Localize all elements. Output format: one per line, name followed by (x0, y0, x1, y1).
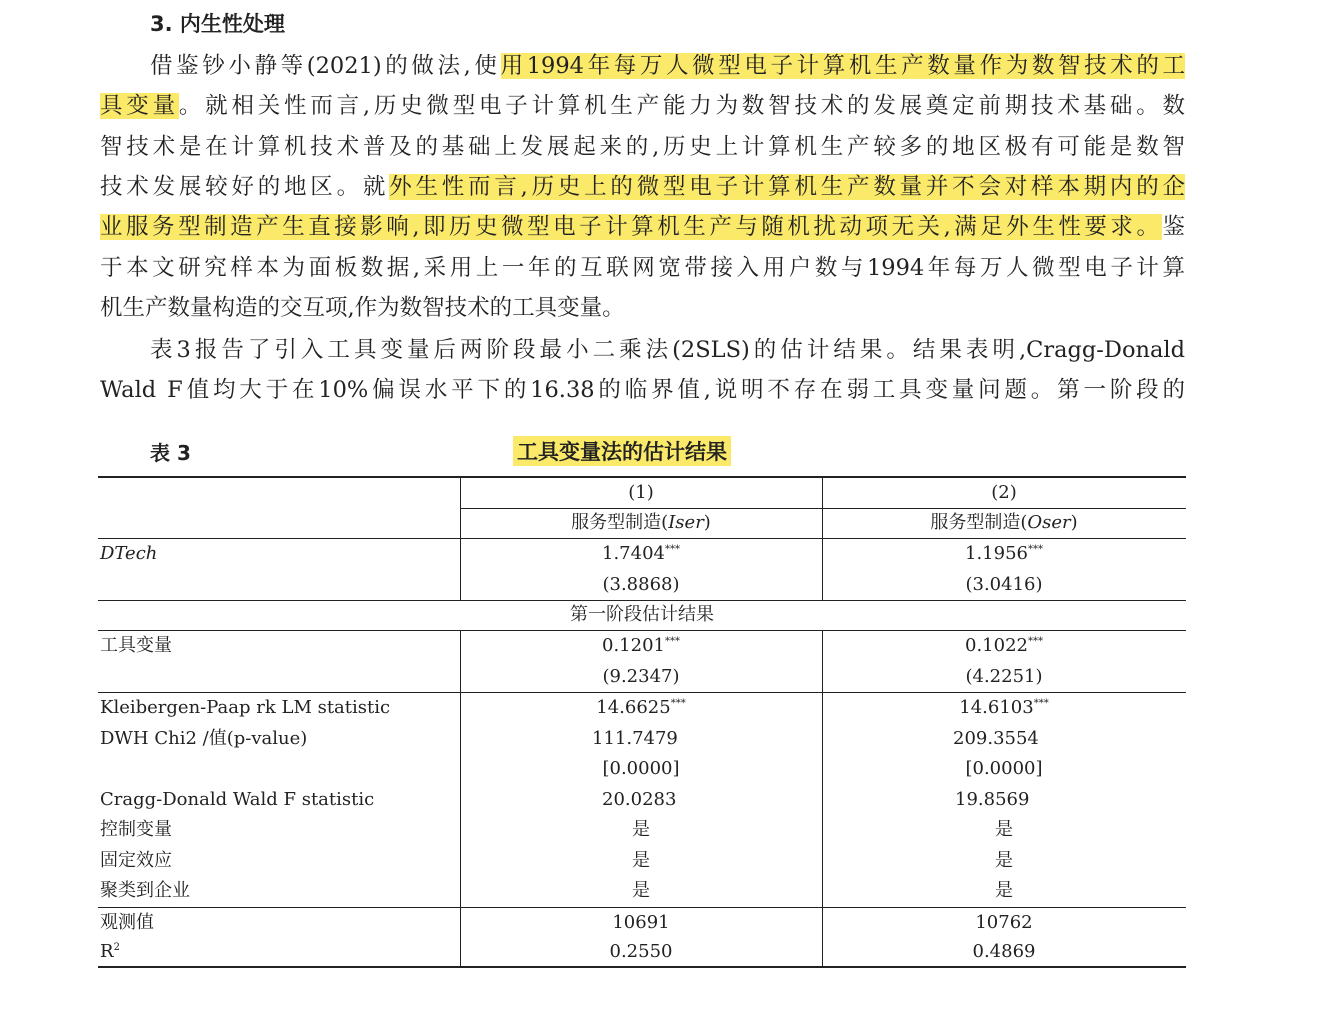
first-stage-heading: 第一阶段估计结果 (570, 604, 714, 625)
statistic-value: 209.3554 (953, 728, 1039, 749)
coefficient-cell (822, 542, 1186, 566)
header-text: 服务型制造( (571, 512, 669, 533)
row-label: Cragg-Donald Wald F statistic (100, 789, 375, 810)
observations-value: 10691 (612, 912, 670, 933)
significance-stars: *** (670, 698, 686, 709)
coefficient: 0.1022 (965, 635, 1028, 656)
text-run: 。就相关性而言,历史微型电子计算机生产能力为数智技术的发展奠定前期技术基础。数 (178, 93, 1185, 119)
t-statistic: (3.8868) (602, 574, 680, 595)
coefficient: 1.1956 (965, 543, 1028, 564)
row-label (100, 940, 120, 964)
paragraph-line (100, 173, 1185, 201)
coefficient-cell (460, 634, 822, 658)
yes-cell: 是 (995, 819, 1013, 840)
header-variable: Oser (1027, 512, 1071, 533)
t-statistic: (3.0416) (965, 574, 1043, 595)
statistic-value: 20.0283 (602, 789, 677, 810)
yes-cell: 是 (995, 850, 1013, 871)
table-rule (98, 600, 1186, 601)
row-label: 控制变量 (100, 819, 172, 840)
table-rule (98, 630, 1186, 631)
highlighted-text: 外生性而言,历史上的微型电子计算机生产数量并不会对样本期内的企 (389, 174, 1185, 200)
p-value: [0.0000] (965, 758, 1043, 779)
table-rule (98, 692, 1186, 693)
row-label: DWH Chi2 /值(p-value) (100, 728, 308, 749)
paragraph-line: 表3报告了引入工具变量后两阶段最小二乘法(2SLS)的估计结果。结果表明,Cragg-Donald (150, 337, 1185, 363)
yes-cell: 是 (632, 880, 650, 901)
yes-cell: 是 (632, 819, 650, 840)
paragraph-line: 智技术是在计算机技术普及的基础上发展起来的,历史上计算机生产较多的地区极有可能是数智 (100, 134, 1185, 160)
row-label: 观测值 (100, 912, 154, 933)
highlighted-text: 用1994年每万人微型电子计算机生产数量作为数智技术的工 (500, 53, 1185, 79)
table-rule (98, 538, 1186, 539)
text-run: 鉴 (1162, 214, 1185, 240)
r2-label: R (100, 941, 114, 962)
highlighted-text: 具变量 (100, 93, 179, 119)
statistic-value: 14.6625 (596, 697, 671, 718)
r2-value: 0.4869 (972, 941, 1036, 962)
section-heading: 3. 内生性处理 (150, 12, 285, 36)
header-variable: Iser (668, 512, 704, 533)
text-run: 技术发展较好的地区。就 (100, 174, 390, 200)
coefficient: 1.7404 (602, 543, 665, 564)
table-header-rule (460, 508, 1186, 509)
paragraph-line (100, 213, 1185, 241)
statistic-cell (822, 696, 1186, 720)
statistic-value: 111.7479 (592, 728, 678, 749)
yes-cell: 是 (632, 850, 650, 871)
text-run: 借鉴钞小静等(2021)的做法,使 (150, 53, 501, 79)
paragraph-line (100, 92, 1185, 120)
paragraph-line: 机生产数量构造的交互项,作为数智技术的工具变量。 (100, 295, 625, 321)
observations-value: 10762 (975, 912, 1033, 933)
t-statistic: (4.2251) (965, 666, 1043, 687)
header-text: 服务型制造( (930, 512, 1028, 533)
significance-stars: *** (664, 544, 680, 555)
row-label: 聚类到企业 (100, 880, 190, 901)
table-title: 工具变量法的估计结果 (513, 436, 731, 466)
header-text: ) (1070, 512, 1078, 533)
column-header (460, 511, 822, 535)
significance-stars: *** (1027, 544, 1043, 555)
p-value: [0.0000] (602, 758, 680, 779)
highlighted-text: 业服务型制造产生直接影响,即历史微型电子计算机生产与随机扰动项无关,满足外生性要求。 (100, 214, 1163, 240)
column-header (822, 511, 1186, 535)
significance-stars: *** (1027, 636, 1043, 647)
paragraph-line: Wald F值均大于在10%偏误水平下的16.38的临界值,说明不存在弱工具变量问题。第一阶段的 (100, 377, 1185, 403)
column-number: (2) (991, 482, 1017, 503)
significance-stars: *** (1033, 698, 1049, 709)
coefficient-cell (460, 542, 822, 566)
r2-value: 0.2550 (609, 941, 673, 962)
significance-stars: *** (664, 636, 680, 647)
row-label: 工具变量 (100, 635, 172, 656)
row-label: 固定效应 (100, 850, 172, 871)
t-statistic: (9.2347) (602, 666, 680, 687)
row-label: Kleibergen-Paap rk LM statistic (100, 697, 391, 718)
row-label: DTech (100, 543, 158, 564)
paragraph-line (100, 52, 1185, 80)
r2-superscript: 2 (113, 942, 120, 953)
column-number: (1) (628, 482, 654, 503)
table-bottom-rule (98, 966, 1186, 968)
statistic-value: 19.8569 (955, 789, 1030, 810)
statistic-cell (460, 696, 822, 720)
statistic-value: 14.6103 (959, 697, 1034, 718)
coefficient-cell (822, 634, 1186, 658)
table-top-rule (98, 476, 1186, 478)
table-rule (98, 907, 1186, 908)
yes-cell: 是 (995, 880, 1013, 901)
coefficient: 0.1201 (602, 635, 665, 656)
table-label: 表 3 (150, 441, 191, 465)
paragraph-line: 于本文研究样本为面板数据,采用上一年的互联网宽带接入用户数与1994年每万人微型电子计算 (100, 255, 1185, 281)
header-text: ) (703, 512, 711, 533)
